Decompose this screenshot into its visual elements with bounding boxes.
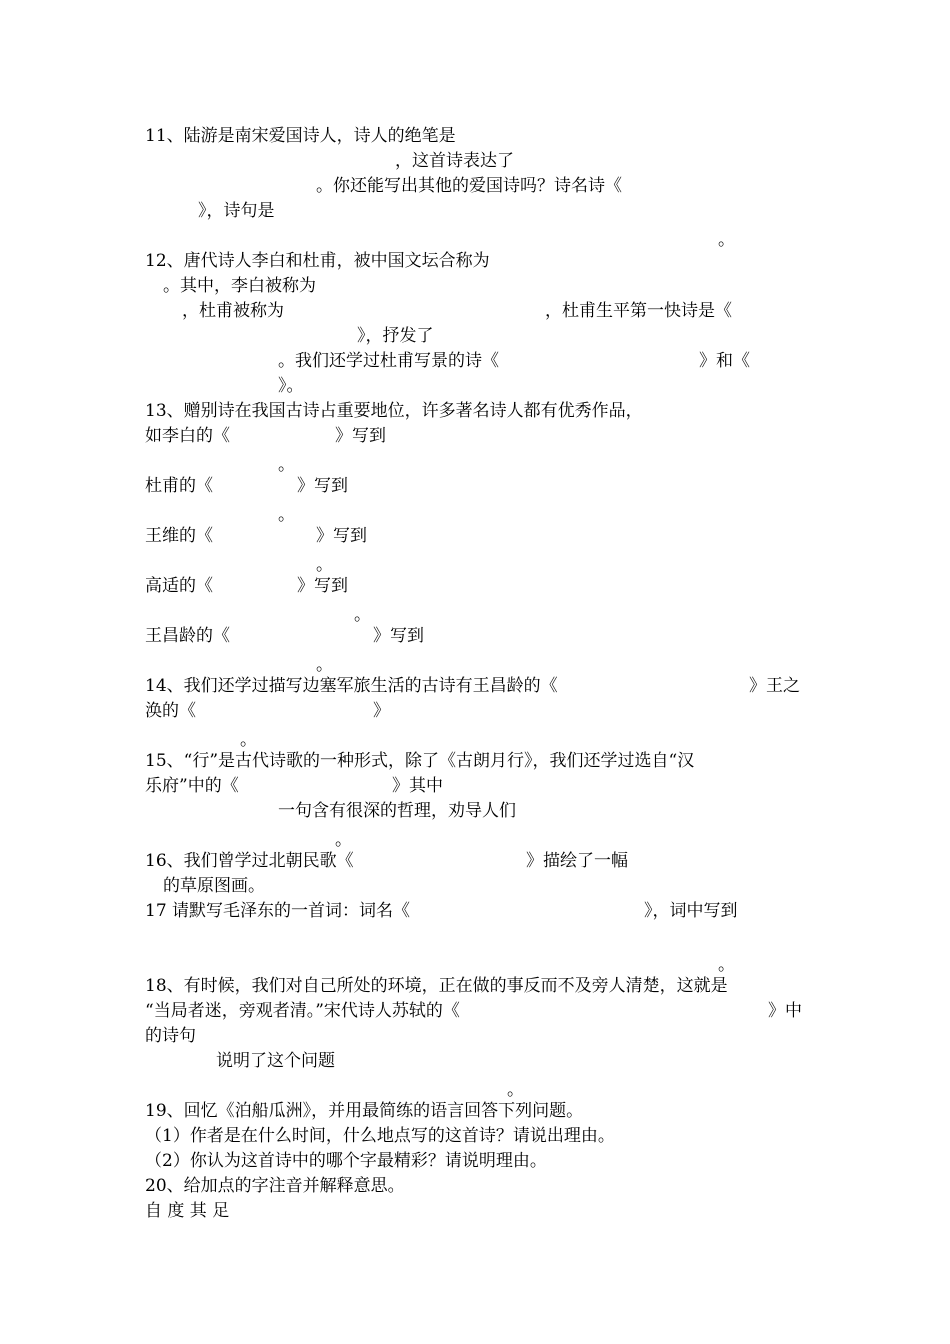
q12-line2: 。其中，李白被称为 [163, 276, 316, 296]
q16-line1b: 》描绘了一幅 [526, 851, 628, 871]
q14-line1b: 》王之 [749, 676, 800, 696]
q13-gaoshi-period: 。 [354, 605, 371, 625]
q13-dufu-a: 杜甫的《 [145, 476, 213, 496]
q18-line3: 的诗句 [145, 1026, 196, 1046]
q20-line1: 20、给加点的字注音并解释意思。 [145, 1176, 405, 1196]
q15-line3: 一句含有很深的哲理，劝导人们 [278, 801, 516, 821]
q15-line2b: 》其中 [392, 776, 443, 796]
q13-wangchangling-period: 。 [316, 655, 333, 675]
q12-line5b: 》和《 [699, 351, 750, 371]
q13-dufu-period: 。 [278, 505, 295, 525]
q17-line1b: 》，词中写到 [644, 901, 738, 921]
q11-end-period: 。 [718, 230, 735, 250]
q12-line5a: 。我们还学过杜甫写景的诗《 [278, 351, 499, 371]
q14-period: 。 [240, 730, 257, 750]
q11-line3: 。你还能写出其他的爱国诗吗？诗名诗《 [316, 176, 622, 196]
q13-gaoshi-b: 》写到 [297, 576, 348, 596]
q20-line2: 自 度 其 足 [145, 1201, 230, 1221]
q18-line4: 说明了这个问题 [216, 1051, 335, 1071]
q19-line1: 19、回忆《泊船瓜洲》，并用最简练的语言回答下列问题。 [145, 1101, 584, 1121]
q15-period: 。 [335, 830, 352, 850]
q17-period: 。 [718, 955, 735, 975]
q14-line2a: 涣的《 [145, 701, 196, 721]
q11-line2: ，这首诗表达了 [395, 151, 514, 171]
q13-wangwei-b: 》写到 [316, 526, 367, 546]
q13-gaoshi-a: 高适的《 [145, 576, 213, 596]
q13-libai-period: 。 [278, 455, 295, 475]
q12-line3b: ，杜甫生平第一快诗是《 [545, 301, 732, 321]
q14-line2b: 》 [373, 701, 390, 721]
q13-line1: 13、赠别诗在我国古诗占重要地位，许多著名诗人都有优秀作品， [145, 401, 643, 421]
q18-line1: 18、有时候，我们对自己所处的环境，正在做的事反而不及旁人清楚，这就是 [145, 976, 728, 996]
q15-line2a: 乐府”中的《 [145, 776, 239, 796]
q16-line2: 的草原图画。 [163, 876, 265, 896]
q19-sub1: （1）作者是在什么时间，什么地点写的这首诗？请说出理由。 [145, 1126, 615, 1146]
q15-line1: 15、“行”是古代诗歌的一种形式，除了《古朗月行》，我们还学过选自“汉 [145, 751, 695, 771]
q16-line1a: 16、我们曾学过北朝民歌《 [145, 851, 354, 871]
q12-line1: 12、唐代诗人李白和杜甫，被中国文坛合称为 [145, 251, 490, 271]
q13-libai-b: 》写到 [335, 426, 386, 446]
q18-line2b: 》中 [768, 1001, 802, 1021]
q12-line6: 》。 [278, 376, 304, 396]
q18-period: 。 [507, 1080, 524, 1100]
q11-line4: 》，诗句是 [198, 201, 275, 221]
q14-line1a: 14、我们还学过描写边塞军旅生活的古诗有王昌龄的《 [145, 676, 558, 696]
q17-line1a: 17 请默写毛泽东的一首词：词名《 [145, 901, 411, 921]
q12-line4: 》，抒发了 [357, 326, 434, 346]
q13-libai-a: 如李白的《 [145, 426, 230, 446]
q12-line3a: ，杜甫被称为 [182, 301, 284, 321]
q13-dufu-b: 》写到 [297, 476, 348, 496]
q19-sub2: （2）你认为这首诗中的哪个字最精彩？请说明理由。 [145, 1151, 547, 1171]
q13-wangwei-period: 。 [316, 555, 333, 575]
q13-wangwei-a: 王维的《 [145, 526, 213, 546]
q13-wangchangling-b: 》写到 [373, 626, 424, 646]
q13-wangchangling-a: 王昌龄的《 [145, 626, 230, 646]
q18-line2a: “当局者迷，旁观者清。”宋代诗人苏轼的《 [145, 1001, 460, 1021]
q11-line1: 11、陆游是南宋爱国诗人，诗人的绝笔是 [145, 126, 456, 146]
